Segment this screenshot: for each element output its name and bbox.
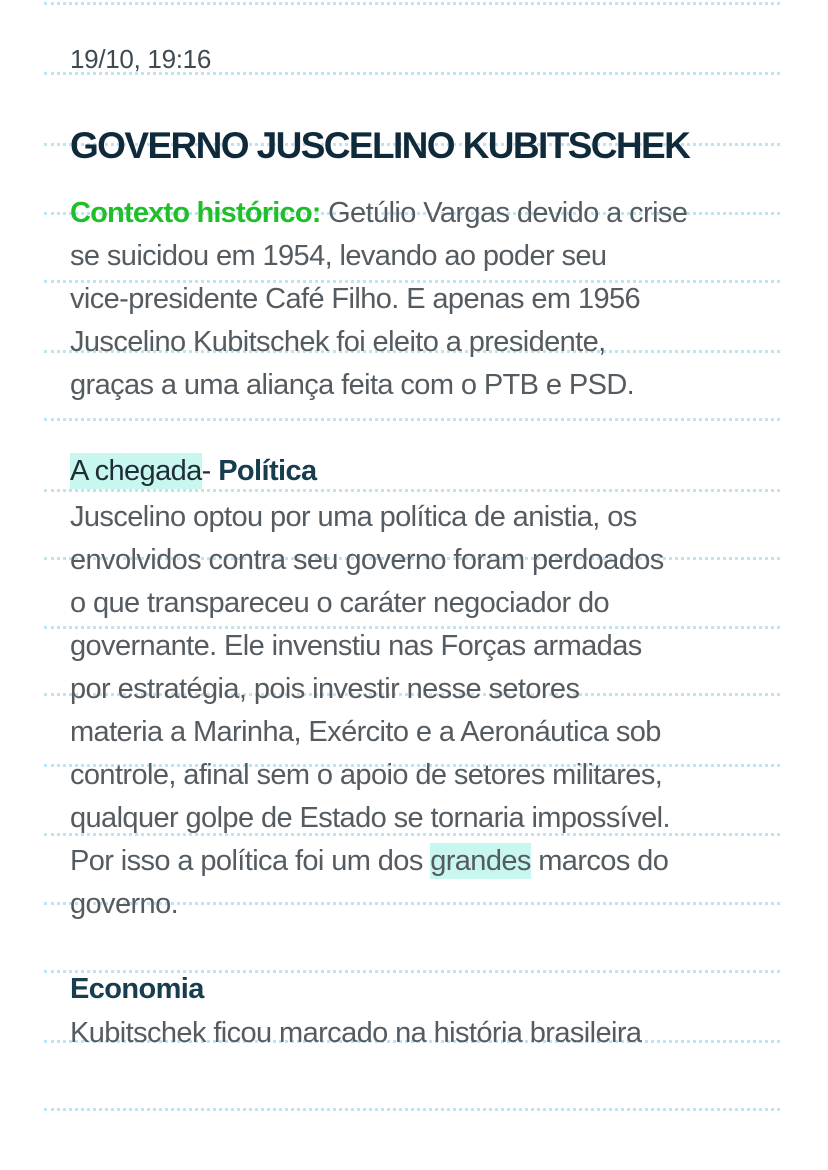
economia-line: Kubitschek ficou marcado na história brasileira <box>70 1017 642 1049</box>
context-line: Juscelino Kubitschek foi eleito a presidente, <box>70 326 606 358</box>
politica-line: envolvidos contra seu governo foram perdoados <box>70 544 664 576</box>
politica-line: materia a Marinha, Exército e a Aeronáutica sob <box>70 716 661 748</box>
politica-line: Juscelino optou por uma política de anistia, os <box>70 501 637 533</box>
politica-line <box>70 840 770 883</box>
politica-line: governante. Ele invenstiu nas Forças armadas <box>70 630 642 662</box>
note-timestamp: 19/10, 19:16 <box>70 44 211 74</box>
politica-last-line-before: Por isso a política foi um dos <box>70 845 431 877</box>
economia-paragraph[interactable] <box>70 1012 770 1055</box>
section-heading-economia[interactable]: Economia <box>70 973 204 1005</box>
context-line: graças a uma aliança feita com o PTB e PSD. <box>70 369 635 401</box>
politica-line: qualquer golpe de Estado se tornaria impossível. <box>70 802 670 834</box>
note-title[interactable]: GOVERNO JUSCELINO KUBITSCHEK <box>70 125 690 166</box>
politica-last-line-after: marcos do <box>530 845 669 877</box>
ruled-line <box>44 2 780 5</box>
politica-paragraph[interactable] <box>70 496 770 926</box>
politica-heading[interactable] <box>70 450 317 493</box>
highlighted-text: A chegada <box>70 455 202 487</box>
politica-line: governo. <box>70 888 179 920</box>
context-paragraph[interactable] <box>70 192 770 407</box>
highlighted-word: grandes <box>430 845 531 877</box>
context-first-line-text: Getúlio Vargas devido a crise <box>320 197 688 229</box>
section-heading-politica: Política <box>218 455 317 487</box>
ruled-line <box>44 1108 780 1111</box>
politica-line: por estratégia, pois investir nesse setores <box>70 673 580 705</box>
context-line: se suicidou em 1954, levando ao poder seu <box>70 240 607 272</box>
ruled-line <box>44 418 780 421</box>
politica-line: controle, afinal sem o apoio de setores militares, <box>70 759 663 791</box>
politica-line: o que transpareceu o caráter negociador do <box>70 587 610 619</box>
context-line <box>70 192 770 235</box>
context-label: Contexto histórico: <box>70 197 321 229</box>
context-line: vice-presidente Café Filho. E apenas em 1956 <box>70 283 641 315</box>
heading-separator: - <box>201 455 219 487</box>
